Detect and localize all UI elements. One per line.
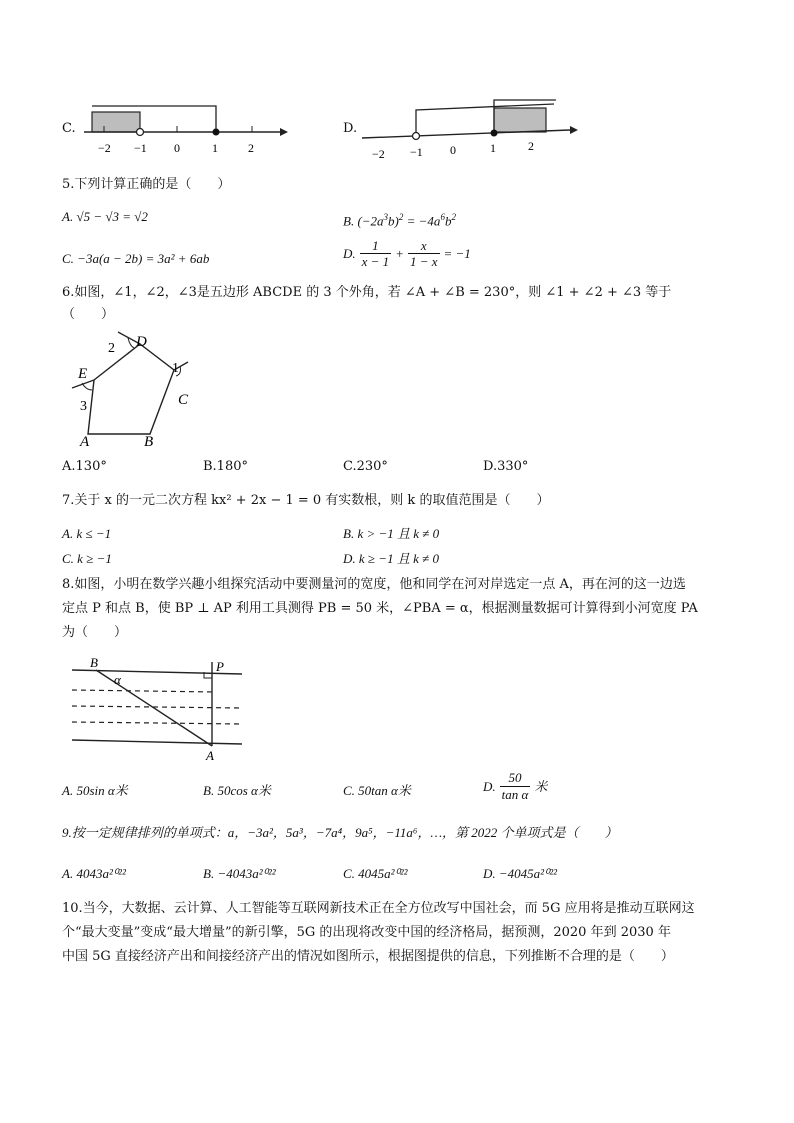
q7-option-b: B. k > −1 且 k ≠ 0 [343, 526, 440, 541]
angle-label: 1 [172, 361, 179, 376]
q7-option-c: C. k ≥ −1 [62, 551, 112, 566]
q8-option-a: A. 50sin α米 [62, 783, 128, 798]
angle-label: 2 [108, 341, 115, 356]
vertex-label: E [78, 366, 88, 382]
open-circle-c [137, 129, 144, 136]
tick-label: 2 [528, 139, 534, 153]
vertex-label: B [144, 434, 154, 450]
q5-stem: 5.下列计算正确的是（ ） [62, 177, 231, 192]
q9-option-a: A. 4043a²⁰²² [62, 866, 126, 881]
tick-label: −2 [98, 141, 111, 155]
q9-stem: 9.按一定规律排列的单项式：a，−3a²，5a³，−7a⁴，9a⁵，−11a⁶，…，第 2022 个单项式是（ ） [62, 825, 618, 840]
q8-option-d: D. 50 tan α 米 [483, 770, 548, 802]
tick-label: 0 [174, 141, 180, 155]
point-label: P [216, 659, 224, 674]
q6-option-a: A.130° [62, 459, 107, 474]
q5-option-c: C. −3a(a − 2b) = 3a² + 6ab [62, 251, 210, 266]
q4-number-line-d [360, 96, 590, 162]
q6-option-b: B.180° [203, 459, 248, 474]
q6-option-d: D.330° [483, 459, 529, 474]
vertex-label: A [80, 434, 90, 450]
q5-option-b: B. $(-2a^3b)^2 = -4a^6b^2$ [343, 212, 456, 229]
river-figure [66, 656, 246, 764]
q5-option-d: D. 1 x − 1 + $\frac{x}{1 - x}$ = −1 [343, 238, 471, 269]
q4-option-c-label: C. [62, 121, 76, 136]
q4-number-line-c [80, 98, 300, 160]
q7-stem: 7.关于 x 的一元二次方程 kx² + 2x − 1 = 0 有实数根，则 k 的取值范围是（ ） [62, 493, 550, 508]
closed-circle-c [213, 129, 220, 136]
q8-stem-line2: 定点 P 和点 B，使 BP ⊥ AP 利用工具测得 PB = 50 米，∠PBA = α，根据测量数据可计算得到小河宽度 PA [62, 601, 698, 616]
tick-label: −2 [372, 147, 385, 161]
q9-option-c: C. 4045a²⁰²² [343, 866, 408, 881]
q6-option-c: C.230° [343, 459, 388, 474]
tick-label: 1 [490, 141, 496, 155]
angle-label: 3 [80, 399, 87, 414]
tick-label: 0 [450, 143, 456, 157]
point-label: B [90, 655, 98, 670]
q7-option-d: D. k ≥ −1 且 k ≠ 0 [343, 551, 439, 566]
q8-stem-line3: 为（ ） [62, 625, 128, 640]
closed-circle-d [491, 130, 498, 137]
angle-label: α [114, 672, 121, 687]
tick-label: 1 [212, 141, 218, 155]
pentagon-figure [62, 328, 202, 450]
q4-option-d-label: D. [343, 121, 358, 136]
q9-option-b: B. −4043a²⁰²² [203, 866, 276, 881]
tick-label: 2 [248, 141, 254, 155]
shaded-region-c [92, 112, 140, 132]
q7-option-a: A. k ≤ −1 [62, 526, 112, 541]
q8-stem-line1: 8.如图，小明在数学兴趣小组探究活动中要测量河的宽度，他和同学在河对岸选定一点 A，再在河的这一边选 [62, 577, 686, 592]
q10-stem-line3: 中国 5G 直接经济产出和间接经济产出的情况如图所示，根据图提供的信息，下列推断不合理的是（ ） [62, 949, 674, 964]
q8-option-c: C. 50tan α米 [343, 783, 411, 798]
q10-stem-line2: 个“最大变量”变成“最大增量”的新引擎，5G 的出现将改变中国的经济格局，据预测，2020 年到 2030 年 [62, 925, 671, 940]
vertex-label: D [136, 334, 147, 350]
shaded-region-d [494, 108, 546, 132]
pentagon [88, 344, 174, 434]
vertex-label: C [178, 392, 189, 408]
q5-option-a: A. √5 − √3 = √2 [62, 209, 148, 224]
q10-stem-line1: 10.当今，大数据、云计算、人工智能等互联网新技术正在全方位改写中国社会，而 5G 应用将是推动互联网这 [62, 901, 695, 916]
q6-stem-line2: （ ） [62, 307, 115, 322]
open-circle-d [413, 133, 420, 140]
tick-label: −1 [410, 145, 423, 159]
point-label: A [206, 748, 214, 763]
tick-label: −1 [134, 141, 147, 155]
riverbank-bottom [72, 740, 242, 744]
q6-stem-line1: 6.如图，∠1，∠2，∠3是五边形 ABCDE 的 3 个外角，若 ∠A + ∠B = 230°，则 ∠1 + ∠2 + ∠3 等于 [62, 285, 672, 300]
q8-option-b: B. 50cos α米 [203, 783, 271, 798]
q9-option-d: D. −4045a²⁰²² [483, 866, 558, 881]
